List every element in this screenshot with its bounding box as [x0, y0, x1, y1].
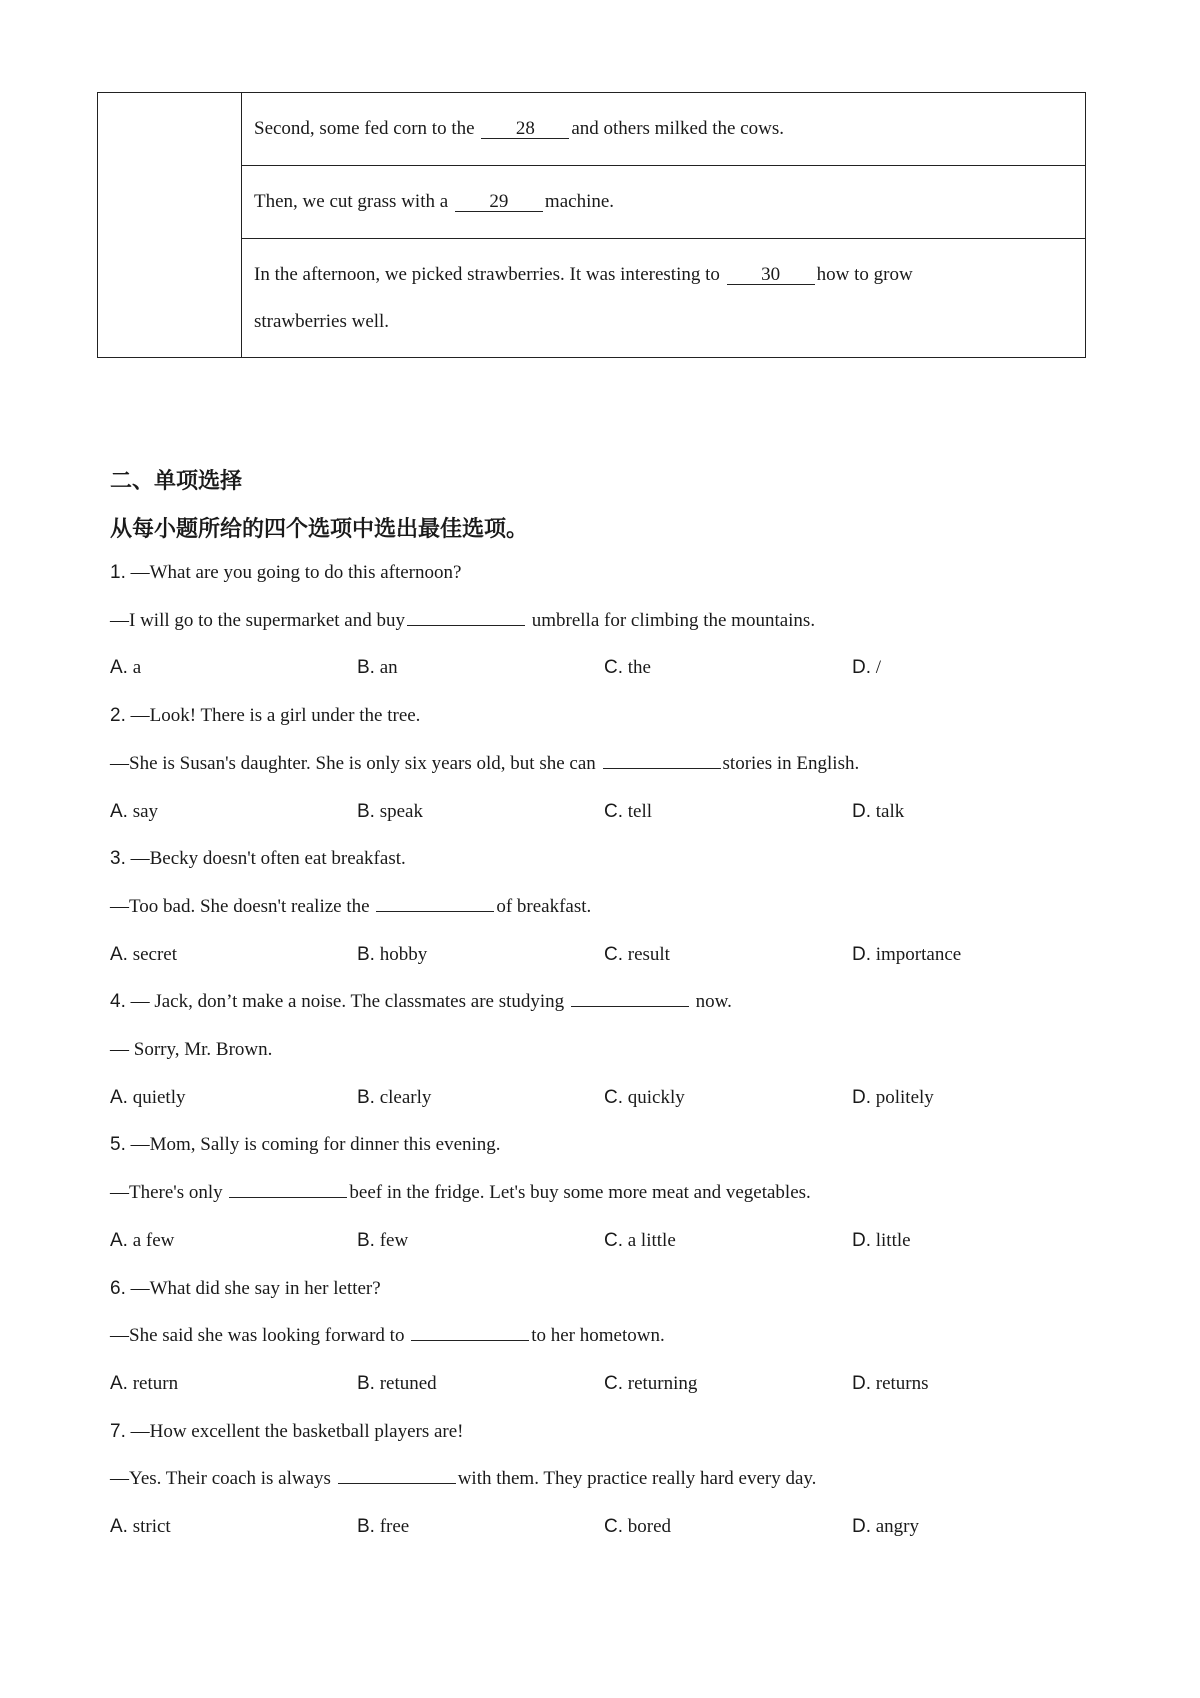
answer-blank — [229, 1182, 347, 1198]
answer-options — [110, 1516, 1090, 1544]
answer-option[interactable]: B. clearly — [357, 1086, 432, 1108]
answer-option[interactable]: B. an — [357, 657, 398, 679]
blank-number: 30 — [727, 266, 815, 285]
answer-option[interactable]: C. result — [604, 943, 670, 965]
answer-options — [110, 1230, 1090, 1258]
answer-option[interactable]: B. few — [357, 1229, 409, 1251]
question-stem: 1. —What are you going to do this afternoon? — [110, 562, 462, 583]
question-response: —I will go to the supermarket and buy umbrella for climbing the mountains. — [110, 609, 816, 631]
question-stem: 6. —What did she say in her letter? — [110, 1277, 381, 1299]
answer-blank — [411, 1325, 529, 1341]
answer-option[interactable]: C. returning — [604, 1372, 698, 1394]
answer-option[interactable]: A. a few — [110, 1229, 175, 1251]
question-stem: 3. —Becky doesn't often eat breakfast. — [110, 848, 406, 870]
answer-blank — [571, 991, 689, 1007]
table-cell: Then, we cut grass with a 29 machine. — [242, 166, 1086, 239]
answer-options — [110, 1373, 1090, 1401]
question-response: — Sorry, Mr. Brown. — [110, 1039, 273, 1060]
question-number: 3. — [110, 848, 126, 870]
answer-option[interactable]: A. secret — [110, 943, 178, 965]
fill-in-table — [97, 92, 1086, 358]
answer-blank — [338, 1468, 456, 1484]
answer-option[interactable]: D. angry — [852, 1516, 920, 1537]
question-stem: 4. — Jack, don’t make a noise. The classmates are studying now. — [110, 991, 732, 1013]
answer-option[interactable]: A. return — [110, 1372, 179, 1394]
answer-option[interactable]: B. free — [357, 1516, 410, 1537]
answer-blank — [603, 753, 721, 769]
answer-option[interactable]: C. tell — [604, 800, 653, 822]
question-number: 2. — [110, 705, 126, 727]
section-instruction: 从每小题所给的四个选项中选出最佳选项。 — [110, 517, 529, 542]
question-stem: 2. —Look! There is a girl under the tree. — [110, 705, 421, 727]
question-number: 7. — [110, 1420, 126, 1442]
answer-option[interactable]: C. quickly — [604, 1086, 685, 1108]
table-row — [98, 166, 1086, 239]
question-response: —Yes. Their coach is always with them. They practice really hard every day. — [110, 1468, 817, 1490]
table-left-cell — [98, 93, 242, 358]
answer-option[interactable]: B. retuned — [357, 1372, 437, 1394]
answer-option[interactable]: D. talk — [852, 800, 905, 822]
question-number: 4. — [110, 991, 126, 1013]
question-response: —There's only beef in the fridge. Let's buy some more meat and vegetables. — [110, 1182, 811, 1204]
answer-option[interactable]: D. returns — [852, 1372, 929, 1394]
answer-option[interactable]: A. quietly — [110, 1086, 186, 1108]
answer-option[interactable]: D. little — [852, 1229, 911, 1251]
blank-number: 29 — [455, 193, 543, 212]
answer-options — [110, 944, 1090, 972]
answer-option[interactable]: C. bored — [604, 1516, 672, 1537]
question-response: —She said she was looking forward to to her hometown. — [110, 1325, 665, 1347]
answer-option[interactable]: C. the — [604, 657, 651, 679]
answer-option[interactable]: D. importance — [852, 943, 962, 965]
question-stem: 7. —How excellent the basketball players are! — [110, 1420, 464, 1442]
answer-option[interactable]: B. speak — [357, 800, 423, 822]
answer-option[interactable]: A. a — [110, 657, 142, 679]
question-response: —Too bad. She doesn't realize the of breakfast. — [110, 895, 592, 917]
table-row — [98, 239, 1086, 358]
answer-option[interactable]: C. a little — [604, 1229, 676, 1251]
table-row — [98, 93, 1086, 166]
answer-option[interactable]: A. say — [110, 800, 159, 822]
blank-number: 28 — [481, 120, 569, 139]
question-stem: 5. —Mom, Sally is coming for dinner this evening. — [110, 1134, 501, 1156]
question-number: 5. — [110, 1134, 126, 1156]
question-number: 1. — [110, 562, 126, 583]
question-response: —She is Susan's daughter. She is only six years old, but she can stories in English. — [110, 752, 860, 774]
table-cell: In the afternoon, we picked strawberries. It was interesting to 30 how to grow strawberries well. — [242, 239, 1086, 358]
answer-blank — [376, 896, 494, 912]
section-title: 二、单项选择 — [110, 469, 243, 494]
answer-option[interactable]: D. politely — [852, 1086, 934, 1108]
table-cell: Second, some fed corn to the 28 and others milked the cows. — [242, 93, 1086, 166]
answer-options — [110, 801, 1090, 829]
answer-option[interactable]: B. hobby — [357, 943, 428, 965]
question-number: 6. — [110, 1277, 126, 1299]
answer-blank — [407, 610, 525, 626]
answer-option[interactable]: D. / — [852, 657, 882, 679]
answer-option[interactable]: A. strict — [110, 1516, 171, 1537]
answer-options — [110, 657, 1090, 685]
answer-options — [110, 1087, 1090, 1115]
